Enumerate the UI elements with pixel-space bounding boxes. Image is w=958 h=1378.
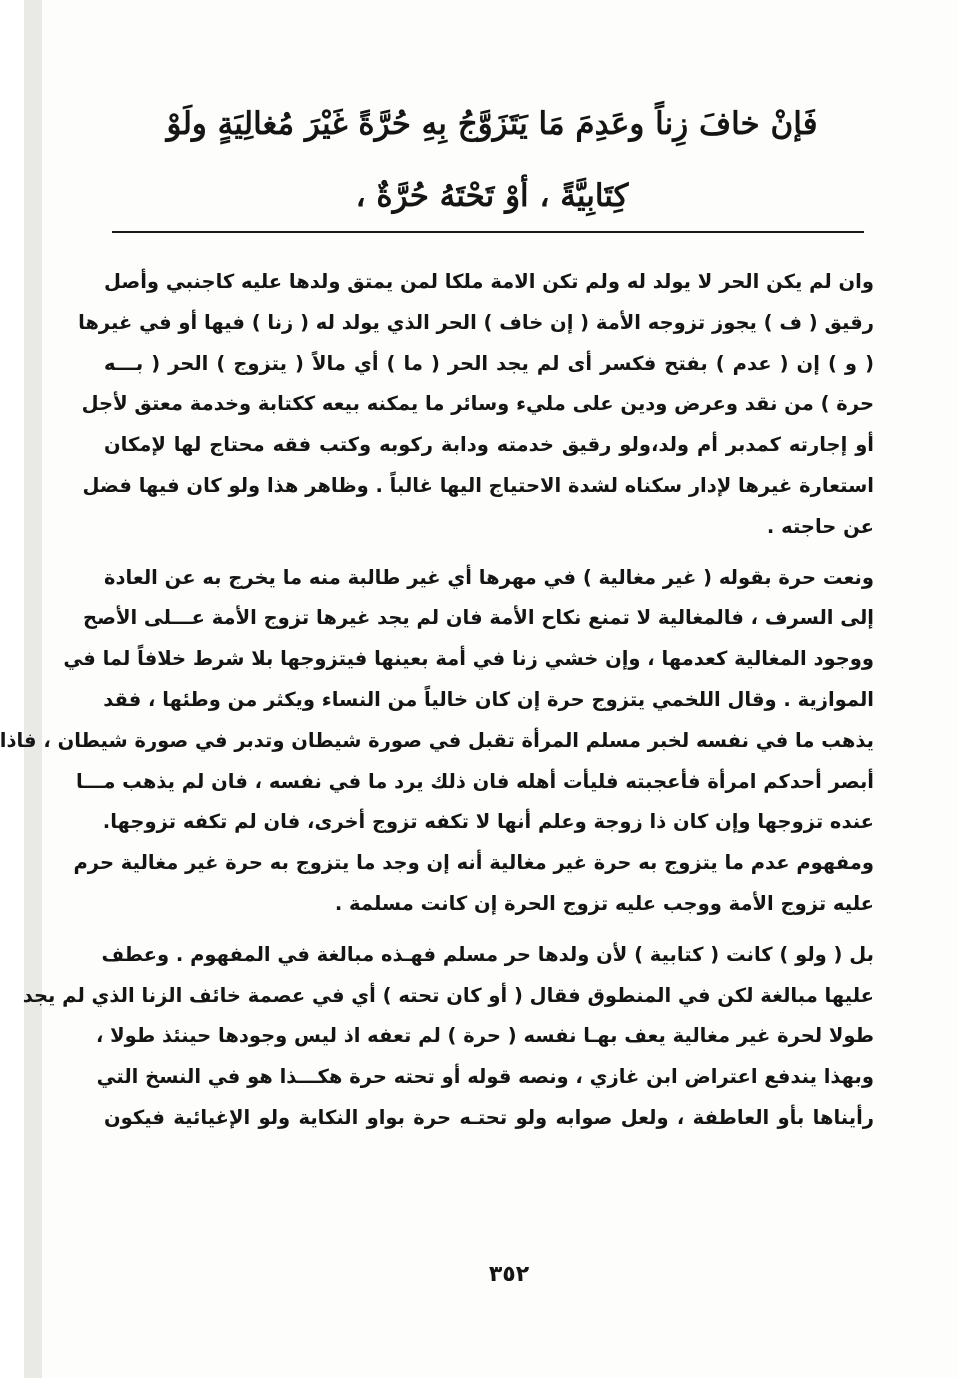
text-line: حرة ) من نقد وعرض ودين على مليء وسائر ما يمكنه بيعه ككتابة وخدمة معتق لأجل bbox=[81, 392, 874, 416]
matn-text bbox=[152, 88, 832, 232]
text-line: عنده تزوجها وإن كان ذا زوجة وعلم أنها لا تكفه تزوج أخرى، فان لم تكفه تزوجها. bbox=[102, 810, 874, 834]
text-line: عن حاجته . bbox=[766, 514, 874, 538]
text-line: وبهذا يندفع اعتراض ابن غازي ، ونصه قوله أو تحته حرة هكـــذا هو في النسخ التي bbox=[96, 1065, 874, 1089]
text-line: رأيناها بأو العاطفة ، ولعل صوابه ولو تحتـه حرة بواو النكاية ولو الإغيائية فيكون bbox=[104, 1105, 874, 1129]
text-line: ( و ) إن ( عدم ) بفتح فكسر أى لم يجد الحر ( ما ) أي مالاً ( يتزوج ) الحر ( بـــه bbox=[104, 351, 874, 375]
commentary-paragraph bbox=[78, 262, 874, 548]
page-number: ٣٥٢ bbox=[488, 1262, 530, 1287]
commentary-paragraph bbox=[22, 935, 874, 1139]
text-line: عليها مبالغة لكن في المنطوق فقال ( أو كان تحته ) أي في عصمة خائف الزنا الذي لم يجد bbox=[22, 983, 874, 1007]
matn-line: كِتَابِيَّةً ، أوْ تَحْتَهُ حُرَّةٌ ، bbox=[355, 178, 629, 214]
commentary-paragraph bbox=[0, 558, 874, 925]
text-line: بل ( ولو ) كانت ( كتابية ) لأن ولدها حر مسلم فهـذه مبالغة في المفهوم . وعطف bbox=[101, 942, 874, 966]
text-line: استعارة غيرها لإدار سكناه لشدة الاحتياج اليها غالباً . وظاهر هذا ولو كان فيها فضل bbox=[82, 473, 874, 497]
separator-rule bbox=[112, 231, 864, 233]
text-line: عليه تزوج الأمة ووجب عليه تزوج الحرة إن كانت مسلمة . bbox=[334, 891, 874, 915]
text-line: إلى السرف ، فالمغالية لا تمنع نكاح الأمة فان لم يجد غيرها تزوج الأمة عـــلى الأصح bbox=[83, 606, 874, 630]
text-line: ونعت حرة بقوله ( غير مغالية ) في مهرها أي غير طالبة منه ما يخرج به عن العادة bbox=[104, 565, 874, 589]
matn-line: فَإنْ خافَ زِناً وعَدِمَ مَا يَتَزَوَّجُ بِهِ حُرَّةً غَيْرَ مُغالِيَةٍ ولَوْ bbox=[166, 106, 818, 142]
paragraph-gap bbox=[104, 548, 874, 558]
text-line: ووجود المغالية كعدمها ، وإن خشي زنا في أمة بعينها فيتزوجها بلا شرط خلافاً لما في bbox=[63, 647, 874, 671]
text-line: طولا لحرة غير مغالية يعف بهـا نفسه ( حرة ) لم تعفه اذ ليس وجودها حينئذ طولا ، bbox=[95, 1024, 874, 1048]
text-line: أو إجارته كمدبر أم ولد،ولو رقيق خدمته ودابة ركوبه وكتب فقه محتاج لها لإمكان bbox=[104, 433, 874, 457]
text-line: وان لم يكن الحر لا يولد له ولم تكن الامة ملكا لمن يمتق ولدها عليه كاجنبي وأصل bbox=[104, 270, 874, 293]
text-line: أبصر أحدكم امرأة فأعجبته فليأت أهله فان ذلك يرد ما في نفسه ، فان لم يذهب مـــا bbox=[76, 769, 874, 793]
text-line: الموازية . وقال اللخمي يتزوج حرة إن كان خالياً من النساء ويكثر من وطئها ، فقد bbox=[103, 687, 874, 711]
text-line: ومفهوم عدم ما يتزوج به حرة غير مغالية أنه إن وجد ما يتزوج به حرة غير مغالية حرم bbox=[73, 851, 874, 875]
text-line: يذهب ما في نفسه لخبر مسلم المرأة تقبل في صورة شيطان وتدبر في صورة شيطان ، فاذا bbox=[0, 728, 874, 752]
text-line: رقيق ( ف ) يجوز تزوجه الأمة ( إن خاف ) الحر الذي يولد له ( زنا ) فيها أو في غيرها bbox=[78, 310, 874, 334]
commentary-text bbox=[0, 262, 874, 1139]
paragraph-gap bbox=[104, 925, 874, 935]
